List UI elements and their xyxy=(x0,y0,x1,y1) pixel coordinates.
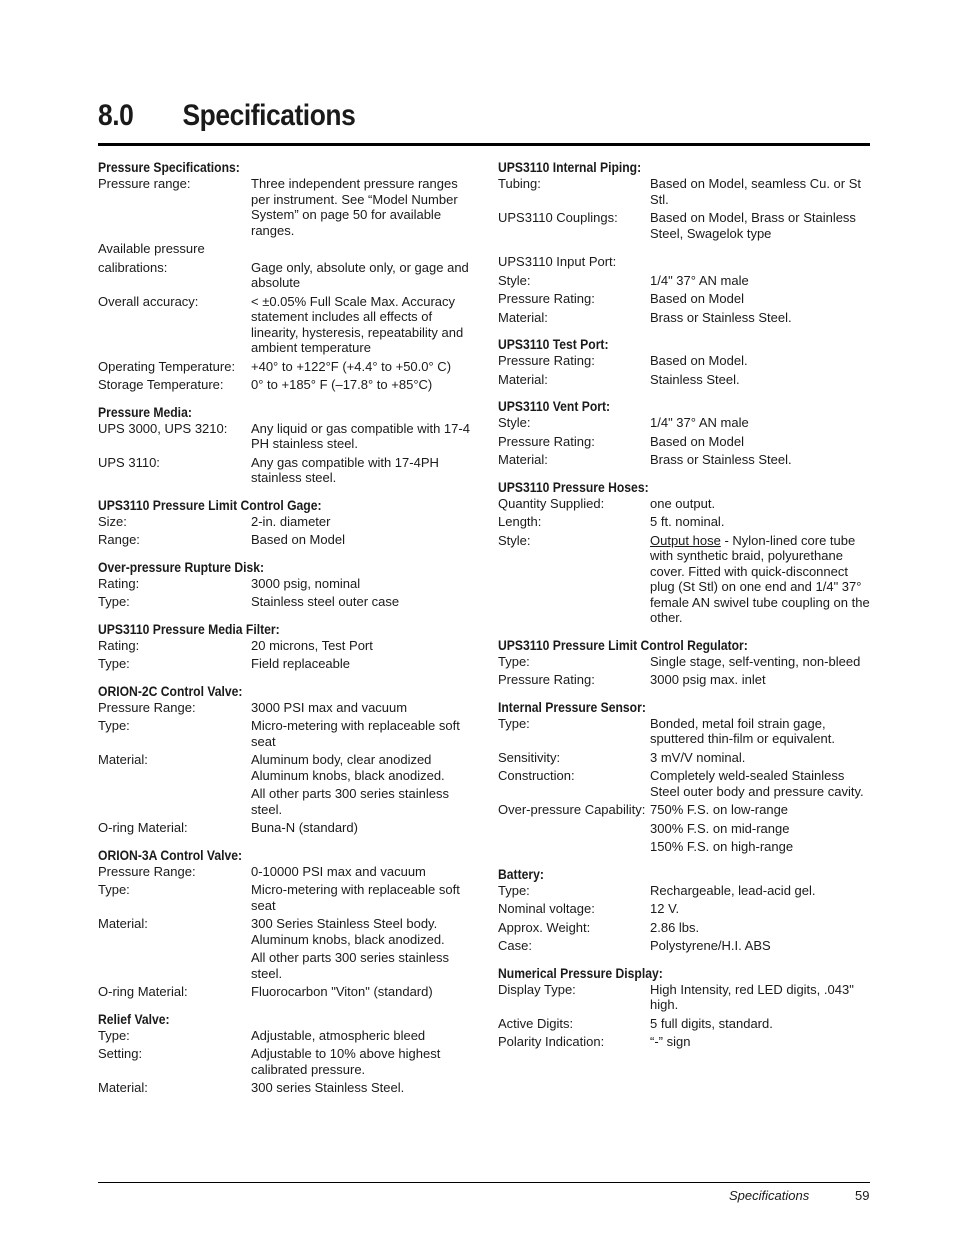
spec-row xyxy=(98,294,473,356)
spec-label: Type: xyxy=(98,718,130,733)
section-heading: ORION-3A Control Valve: xyxy=(98,847,243,863)
right-column xyxy=(498,160,870,1062)
spec-value: < ±0.05% Full Scale Max. Accuracy statement includes all effects of linearity, hysteresis, repeatability and ambient temperature xyxy=(251,293,464,355)
spec-row xyxy=(498,802,870,818)
spec-label: Material: xyxy=(98,1080,148,1095)
spec-label: Case: xyxy=(498,938,532,953)
spec-row xyxy=(498,210,870,241)
spec-label: Overall accuracy: xyxy=(98,293,199,309)
spec-row xyxy=(498,273,870,289)
spec-value: Buna-N (standard) xyxy=(251,820,358,835)
spec-value: 300 series Stainless Steel. xyxy=(251,1080,405,1095)
spec-label: Setting: xyxy=(98,1046,143,1061)
spacer xyxy=(498,244,870,254)
spec-label: calibrations: xyxy=(98,259,168,275)
spec-label: Range: xyxy=(98,532,140,547)
section-heading: ORION-2C Control Valve: xyxy=(98,683,243,699)
spec-section-numerical-pressure-display xyxy=(498,966,870,1050)
spec-label: UPS 3110: xyxy=(98,454,160,470)
spec-row xyxy=(98,1028,473,1044)
spec-row xyxy=(98,638,473,654)
spec-row xyxy=(98,984,473,1000)
spec-value: Single stage, self-venting, non-bleed xyxy=(650,653,861,669)
spec-label: Pressure Range: xyxy=(98,863,196,879)
spec-value: one output. xyxy=(650,495,716,511)
left-column xyxy=(98,160,473,1108)
spec-label: Type: xyxy=(98,656,130,671)
section-heading: Internal Pressure Sensor: xyxy=(498,699,646,715)
spec-value: 2-in. diameter xyxy=(251,513,331,529)
spec-value: Output hose - Nylon-lined core tube with synthetic braid, polyurethane cover. Fitted with quick-disconnect plug (St Stl) on one end and 1/4" 37° female AN swivel tube coupling on the other. xyxy=(650,532,870,625)
spec-label xyxy=(98,950,251,981)
spec-value: All other parts 300 series stainless steel. xyxy=(251,786,449,817)
spec-label: Type: xyxy=(98,594,130,609)
spec-row xyxy=(498,514,870,530)
spec-row xyxy=(98,260,473,291)
spec-section-over-pressure-rupture-disk xyxy=(98,560,473,610)
spec-value xyxy=(251,241,473,257)
spec-section-ups3110-pressure-limit-control-regulator xyxy=(498,638,870,688)
spec-row xyxy=(98,359,473,375)
spec-row xyxy=(98,377,473,393)
spec-value: +40° to +122°F (+4.4° to +50.0° C) xyxy=(251,358,452,374)
spec-section-relief-valve xyxy=(98,1012,473,1096)
spec-label: Material: xyxy=(498,371,548,387)
spec-label: Available pressure xyxy=(98,241,205,256)
spec-value: Brass or Stainless Steel. xyxy=(650,452,792,467)
spec-label: UPS3110 Input Port: xyxy=(498,254,617,269)
spec-row xyxy=(498,768,870,799)
spec-value: 1/4" 37° AN male xyxy=(650,272,749,288)
section-heading: UPS3110 Pressure Hoses: xyxy=(498,479,649,495)
section-number: 8.0 xyxy=(98,99,134,132)
section-heading: UPS3110 Internal Piping: xyxy=(498,160,642,175)
spec-label: Type: xyxy=(98,882,130,897)
section-heading: UPS3110 Pressure Limit Control Regulator: xyxy=(498,637,748,653)
spec-label: Type: xyxy=(498,653,530,669)
spec-value: 300% F.S. on mid-range xyxy=(650,820,790,836)
spec-value: Based on Model xyxy=(251,532,345,547)
section-heading: Numerical Pressure Display: xyxy=(498,965,663,981)
spec-row xyxy=(498,982,870,1013)
spec-value: 300 Series Stainless Steel body. Aluminum knobs, black anodized. xyxy=(251,916,445,947)
spec-label: Polarity Indication: xyxy=(498,1034,605,1049)
spec-label xyxy=(498,839,650,855)
spec-value: All other parts 300 series stainless steel. xyxy=(251,950,449,981)
spec-value: 3000 psig, nominal xyxy=(251,575,361,591)
section-heading: Over-pressure Rupture Disk: xyxy=(98,559,265,575)
spec-value: Fluorocarbon "Viton" (standard) xyxy=(251,984,433,999)
spec-row xyxy=(498,434,870,450)
spec-value: 5 ft. nominal. xyxy=(650,514,725,529)
spec-label: UPS 3000, UPS 3210: xyxy=(98,420,228,436)
spec-section-ups3110-pressure-limit-control-gage xyxy=(98,498,473,548)
spec-label: Pressure Rating: xyxy=(498,353,595,368)
spec-label: Construction: xyxy=(498,768,575,783)
page-number: 59 xyxy=(855,1188,870,1203)
spec-row xyxy=(98,176,473,238)
spec-value: Any gas compatible with 17-4PH stainless steel. xyxy=(251,454,439,485)
spec-section-ups3110-vent-port xyxy=(498,399,870,468)
spec-value: 2.86 lbs. xyxy=(650,919,700,935)
spec-label: Tubing: xyxy=(498,176,541,191)
page-title xyxy=(98,99,355,133)
spec-row xyxy=(498,176,870,207)
spec-label: Rating: xyxy=(98,575,140,591)
spec-value xyxy=(650,254,870,270)
spec-label: Display Type: xyxy=(498,981,576,997)
spec-row xyxy=(498,1016,870,1032)
section-heading: UPS3110 Pressure Limit Control Gage: xyxy=(98,497,322,513)
spec-section-pressure-media xyxy=(98,405,473,486)
section-title: Specifications xyxy=(182,99,356,132)
spec-label: Type: xyxy=(498,715,530,731)
spec-section-battery xyxy=(498,867,870,954)
spec-label: Style: xyxy=(498,415,531,430)
section-heading: UPS3110 Vent Port: xyxy=(498,399,611,414)
spec-value: Micro-metering with replaceable soft seat xyxy=(251,718,460,749)
section-heading: Pressure Specifications: xyxy=(98,160,240,175)
spec-label: Size: xyxy=(98,513,127,529)
spec-value: 150% F.S. on high-range xyxy=(650,839,794,854)
spec-value: Adjustable, atmospheric bleed xyxy=(251,1027,426,1043)
spec-value: Completely weld-sealed Stainless Steel outer body and pressure cavity. xyxy=(650,768,864,799)
footer-rule xyxy=(98,1182,870,1183)
spec-label: Pressure range: xyxy=(98,176,191,191)
spec-value: “-” sign xyxy=(650,1034,691,1049)
spec-label: Material: xyxy=(498,452,548,467)
spec-value: 3000 psig max. inlet xyxy=(650,672,766,687)
spec-row xyxy=(498,254,870,270)
spec-row xyxy=(498,750,870,766)
spec-value: 3 mV/V nominal. xyxy=(650,749,746,765)
spec-row xyxy=(498,372,870,388)
spec-row xyxy=(498,920,870,936)
spec-row xyxy=(498,821,870,837)
spec-label: Length: xyxy=(498,514,542,529)
spec-row xyxy=(98,576,473,592)
spec-value: 1/4" 37° AN male xyxy=(650,415,749,430)
spec-row xyxy=(498,716,870,747)
section-heading: Relief Valve: xyxy=(98,1011,170,1027)
spec-label: Operating Temperature: xyxy=(98,358,236,374)
spec-row xyxy=(498,1034,870,1050)
spec-value: 0° to +185° F (–17.8° to +85°C) xyxy=(251,377,433,392)
spec-row xyxy=(98,421,473,452)
spec-section-ups3110-internal-piping xyxy=(498,160,870,325)
spec-section-internal-pressure-sensor xyxy=(498,700,870,855)
spec-value: 750% F.S. on low-range xyxy=(650,802,789,817)
spec-row xyxy=(98,864,473,880)
spec-row xyxy=(98,950,473,981)
spec-label: Style: xyxy=(498,532,531,548)
spec-row xyxy=(498,901,870,917)
spec-label: Pressure Range: xyxy=(98,699,196,715)
spec-value: Micro-metering with replaceable soft seat xyxy=(251,882,460,913)
spec-label xyxy=(98,786,251,817)
section-heading: UPS3110 Test Port: xyxy=(498,337,609,352)
spec-section-ups3110-test-port xyxy=(498,337,870,387)
spec-row xyxy=(498,883,870,899)
spec-label: Material: xyxy=(498,309,548,325)
spec-row xyxy=(498,291,870,307)
spec-value: Based on Model, Brass or Stainless Steel, Swagelok type xyxy=(650,210,856,241)
spec-row xyxy=(498,310,870,326)
footer-label: Specifications xyxy=(729,1188,810,1203)
spec-label: Material: xyxy=(98,916,148,931)
output-hose-term: Output hose xyxy=(650,532,721,548)
spec-value: Brass or Stainless Steel. xyxy=(650,309,792,325)
spec-section-orion-2c-control-valve xyxy=(98,684,473,836)
spec-row xyxy=(98,656,473,672)
spec-row xyxy=(98,594,473,610)
spec-section-pressure-specifications xyxy=(98,160,473,393)
section-heading: Pressure Media: xyxy=(98,404,192,420)
spec-value: Based on Model. xyxy=(650,353,748,368)
spec-label: Quantity Supplied: xyxy=(498,495,605,511)
spec-label: Nominal voltage: xyxy=(498,901,595,916)
spec-label: Pressure Rating: xyxy=(498,291,595,306)
spec-label: O-ring Material: xyxy=(98,984,188,999)
section-heading: UPS3110 Pressure Media Filter: xyxy=(98,621,280,637)
spec-row xyxy=(98,514,473,530)
spec-row xyxy=(98,241,473,257)
spec-label: Rating: xyxy=(98,637,140,653)
spec-value: Stainless steel outer case xyxy=(251,594,400,609)
spec-value: Based on Model, seamless Cu. or St Stl. xyxy=(650,176,861,207)
spec-label: Type: xyxy=(498,882,530,898)
spec-value: Field replaceable xyxy=(251,656,351,671)
spec-value: Rechargeable, lead-acid gel. xyxy=(650,882,816,898)
spec-value: 0-10000 PSI max and vacuum xyxy=(251,863,426,879)
spec-label: Style: xyxy=(498,272,531,288)
spec-label: Type: xyxy=(98,1027,130,1043)
spec-row xyxy=(98,882,473,913)
spec-row xyxy=(98,820,473,836)
spec-row xyxy=(98,752,473,783)
spec-row xyxy=(498,938,870,954)
spec-row xyxy=(98,1080,473,1096)
spec-row xyxy=(98,455,473,486)
spec-row xyxy=(98,1046,473,1077)
spec-row xyxy=(98,916,473,947)
spec-value: Gage only, absolute only, or gage and absolute xyxy=(251,259,469,290)
spec-row xyxy=(98,532,473,548)
spec-value: 3000 PSI max and vacuum xyxy=(251,699,408,715)
spec-value: 12 V. xyxy=(650,901,680,916)
spec-value: 20 microns, Test Port xyxy=(251,637,373,653)
spec-row xyxy=(98,786,473,817)
spec-label: Material: xyxy=(98,752,148,767)
section-heading: Battery: xyxy=(498,866,544,882)
spec-value: Polystyrene/H.I. ABS xyxy=(650,938,771,953)
spec-row xyxy=(498,353,870,369)
spec-value: Adjustable to 10% above highest calibrated pressure. xyxy=(251,1046,441,1077)
spec-value: Bonded, metal foil strain gage, sputtered thin-film or equivalent. xyxy=(650,715,835,746)
spec-value: Stainless Steel. xyxy=(650,371,740,387)
spec-value: High Intensity, red LED digits, .043" high. xyxy=(650,981,854,1012)
spec-value: Based on Model xyxy=(650,433,744,449)
spec-section-ups3110-pressure-media-filter xyxy=(98,622,473,672)
spec-label: Pressure Rating: xyxy=(498,672,595,687)
spec-value: Aluminum body, clear anodized Aluminum knobs, black anodized. xyxy=(251,752,445,783)
spec-row xyxy=(98,718,473,749)
spec-section-ups3110-pressure-hoses xyxy=(498,480,870,626)
spec-row xyxy=(498,496,870,512)
spec-label: O-ring Material: xyxy=(98,820,188,835)
spec-label: Over-pressure Capability: xyxy=(498,802,646,817)
spec-section-orion-3a-control-valve xyxy=(98,848,473,1000)
spec-label: Approx. Weight: xyxy=(498,919,591,935)
spec-label: Storage Temperature: xyxy=(98,377,224,392)
spec-row xyxy=(498,452,870,468)
spec-label: Active Digits: xyxy=(498,1015,574,1031)
spec-label: Pressure Rating: xyxy=(498,433,595,449)
spec-row xyxy=(98,700,473,716)
spec-value: 5 full digits, standard. xyxy=(650,1015,773,1031)
title-rule xyxy=(98,143,870,146)
spec-value: Based on Model xyxy=(650,291,744,306)
spec-value: Any liquid or gas compatible with 17-4 PH stainless steel. xyxy=(251,420,470,451)
spec-label xyxy=(498,821,650,837)
spec-row xyxy=(498,839,870,855)
spec-row xyxy=(498,533,870,626)
spec-label: UPS3110 Couplings: xyxy=(498,210,618,225)
spec-row xyxy=(498,672,870,688)
spec-row xyxy=(498,415,870,431)
spec-value: Three independent pressure ranges per instrument. See “Model Number System” on page 50 for available ranges. xyxy=(251,176,458,238)
spec-label: Sensitivity: xyxy=(498,749,561,765)
spec-row xyxy=(498,654,870,670)
